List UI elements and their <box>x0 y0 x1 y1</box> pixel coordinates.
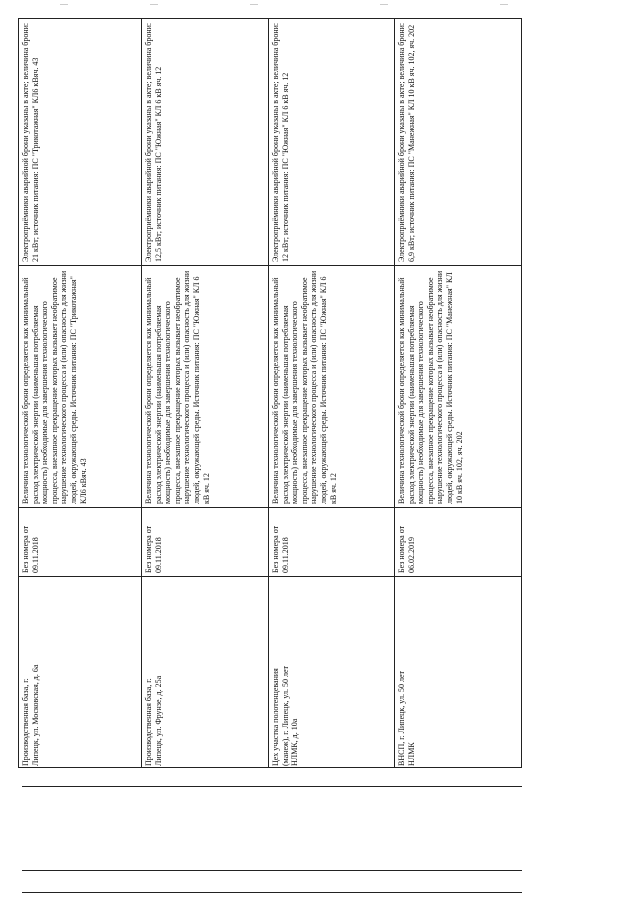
row-3-emergency-cell <box>268 19 394 265</box>
row-4-doc-cell <box>394 507 521 576</box>
row-2-address-cell <box>141 576 268 769</box>
row-4-emergency-text: Электроприёмники аварийной брони указаны в акте; величина брони: 6,9 кВт; источник питания: ПС "Манежная" КЛ 10 кВ яч. 102, яч. 202 <box>397 20 416 262</box>
bottom-rule-2 <box>22 870 522 871</box>
row-1-emergency-text: Электроприёмники аварийной брони указаны в акте; величина брони: 21 кВт; источник питания: ПС "Трикотажная" КЛ6 кВяч. 43 <box>21 20 40 262</box>
row-1-emergency-cell <box>19 19 141 265</box>
row-4-doc-text: Без номера от 06.02.2019 <box>397 523 416 573</box>
row-1-address-cell <box>19 576 141 769</box>
row-2-tech-cell <box>141 265 268 507</box>
bottom-rule-3 <box>22 892 522 893</box>
row-2-emergency-text: Электроприёмники аварийной брони указаны в акте; величина брони: 12,5 кВт; источник питания: ПС "Южная" КЛ 6 кВ яч. 12 <box>144 20 163 262</box>
row-2-doc-cell <box>141 507 268 576</box>
row-4-address-cell <box>394 576 521 769</box>
row-2-doc-text: Без номера от 09.11.2018 <box>144 523 163 573</box>
row-4-address-text: ВНСП, г. Липецк, ул. 50 лет НЛМК <box>397 669 416 766</box>
row-3-emergency-text: Электроприёмники аварийной брони указаны в акте; величина брони: 12 кВт; источник питания: ПС "Южная" КЛ 6 кВ яч. 12 <box>271 20 290 262</box>
row-2-emergency-cell <box>141 19 268 265</box>
row-3-doc-cell <box>268 507 394 576</box>
row-4-tech-cell <box>394 265 521 507</box>
row-3-address-text: Цех участка полотенцевания (манеж), г. Липецк, ул. 50 лет НЛМК, д. 10а <box>271 663 300 766</box>
row-1-address-text: Производственная база, г. Липецк, ул. Московская, д. 6а <box>21 664 40 766</box>
row-3-doc-text: Без номера от 09.11.2018 <box>271 523 290 573</box>
row-1-tech-cell <box>19 265 141 507</box>
row-1-tech-text: Величина технологической брони определяется как минимальный расход электрической энергии (наименьшая потребляемая мощность) необходимые для завершения технологического процесса, внезапное прекращение которых вызывает необратимое нарушение технологического процесса и (или) опасность для жизни людей, окружающей среды. Источник питания: ПС "Трикотажная" КЛ6 кВяч. 43 <box>21 268 88 504</box>
row-3-tech-text: Величина технологической брони определяется как минимальный расход электрической энергии (наименьшая потребляемая мощность) необходимые для завершения технологического процесса, внезапное прекращение которых вызывает необратимое нарушение технологического процесса и (или) опасность для жизни людей, окружающей среды. Источник питания: ПС "Южная" КЛ 6 кВ яч. 12 <box>271 268 338 504</box>
row-2-address-text: Производственная база, г. Липецк, ул. Фрунзе, д. 25а <box>144 675 163 766</box>
row-4-emergency-cell <box>394 19 521 265</box>
bottom-rule-1 <box>22 786 522 787</box>
row-3-tech-cell <box>268 265 394 507</box>
data-table <box>18 18 522 768</box>
row-4-tech-text: Величина технологической брони определяется как минимальный расход электрической энергии (наименьшая потребляемая мощность) необходимые для завершения технологического процесса, внезапное прекращение которых вызывает необратимое нарушение технологического процесса и (или) опасность для жизни людей, окружающей среды. Источник питания: ПС "Манежная" КЛ 10 кВ яч. 102, яч. 202 <box>397 268 464 504</box>
row-1-doc-text: Без номера от 09.11.2018 <box>21 523 40 573</box>
row-3-address-cell <box>268 576 394 769</box>
row-1-doc-cell <box>19 507 141 576</box>
row-2-tech-text: Величина технологической брони определяется как минимальный расход электрической энергии (наименьшая потребляемая мощность) необходимые для завершения технологического процесса, внезапное прекращение которых вызывает необратимое нарушение технологического процесса и (или) опасность для жизни людей, окружающей среды. Источник питания: ПС "Южная" КЛ 6 кВ яч. 12 <box>144 268 211 504</box>
